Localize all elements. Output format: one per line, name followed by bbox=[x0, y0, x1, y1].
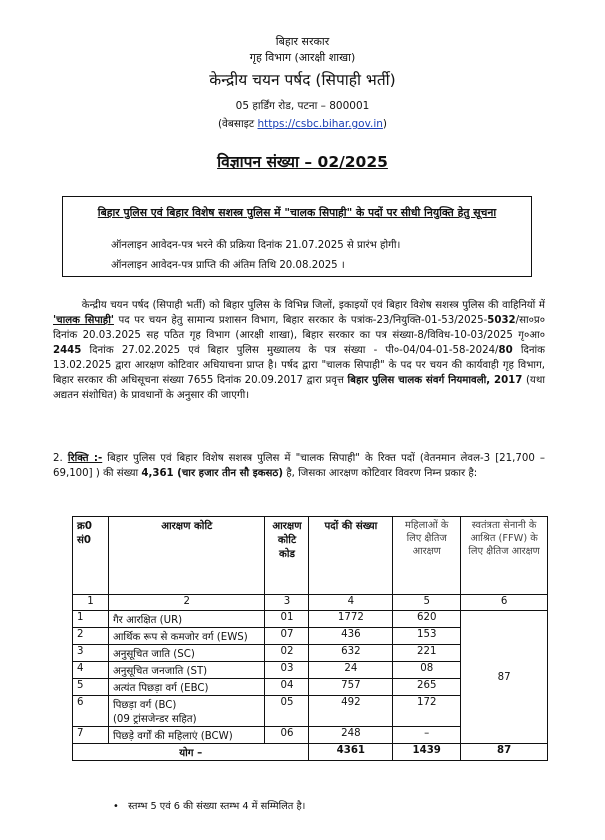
website-label: (वेबसाइट bbox=[217, 118, 255, 130]
row-women: 172 bbox=[393, 696, 461, 727]
header-category: आरक्षण कोटि bbox=[108, 517, 265, 595]
government-name: बिहार सरकार bbox=[275, 35, 330, 48]
total-ffw: 87 bbox=[461, 744, 548, 761]
col-num-6: 6 bbox=[461, 595, 548, 611]
row-women: 620 bbox=[393, 611, 461, 628]
row-serial: 2 bbox=[73, 628, 109, 645]
total-label: योग – bbox=[73, 744, 309, 761]
vacancy-paragraph: 2. रिक्ति :- बिहार पुलिस एवं बिहार विशेष सशस्त्र पुलिस में "चालक सिपाही" के रिक्त पदों (वेतनमान लेवल-3 [21,700 – 69,100] ) की संख्या 4,361 (चार हजार तीन सौ इकसठ) है, जिसका आरक्षण कोटिवार विवरण निम्न प्रकार है: bbox=[53, 453, 546, 479]
row-posts: 757 bbox=[309, 679, 393, 696]
table-footnote: • स्तम्भ 5 एवं 6 की संख्या स्तम्भ 4 में सम्मिलित है। bbox=[113, 801, 306, 812]
row-code: 01 bbox=[265, 611, 309, 628]
header-code: आरक्षण कोटि कोड bbox=[265, 517, 309, 595]
row-serial: 4 bbox=[73, 662, 109, 679]
table-row bbox=[73, 611, 548, 628]
row-serial: 7 bbox=[73, 727, 109, 744]
notice-box bbox=[62, 196, 532, 277]
office-address: 05 हार्डिंग रोड, पटना – 800001 bbox=[235, 100, 370, 112]
header-ffw: स्वतंत्रता सेनानी के आश्रित (FFW) के लिए क्षैतिज आरक्षण bbox=[461, 517, 548, 595]
col-num-2: 2 bbox=[108, 595, 265, 611]
total-row bbox=[73, 744, 548, 761]
header-posts: पदों की संख्या bbox=[309, 517, 393, 595]
row-women: – bbox=[393, 727, 461, 744]
row-serial: 6 bbox=[73, 696, 109, 727]
column-number-row bbox=[73, 595, 548, 611]
row-category: अत्यंत पिछड़ा वर्ग (EBC) bbox=[108, 679, 265, 696]
application-start-line: ऑनलाइन आवेदन-पत्र भरने की प्रक्रिया दिनांक 21.07.2025 से प्रारंभ होगी। bbox=[111, 240, 401, 251]
row-posts: 436 bbox=[309, 628, 393, 645]
row-posts: 1772 bbox=[309, 611, 393, 628]
notice-title: बिहार पुलिस एवं बिहार विशेष सशस्त्र पुलिस में "चालक सिपाही" के पदों पर सीधी नियुक्ति हेतु सूचना bbox=[97, 206, 497, 219]
row-serial: 3 bbox=[73, 645, 109, 662]
row-posts: 632 bbox=[309, 645, 393, 662]
row-category: अनुसूचित जनजाति (ST) bbox=[108, 662, 265, 679]
header-serial: क्र0 सं0 bbox=[73, 517, 109, 595]
row-code: 02 bbox=[265, 645, 309, 662]
advertisement-number: विज्ञापन संख्या – 02/2025 bbox=[217, 153, 388, 171]
row-code: 03 bbox=[265, 662, 309, 679]
website-close: ) bbox=[382, 118, 388, 130]
row-posts: 24 bbox=[309, 662, 393, 679]
row-serial: 1 bbox=[73, 611, 109, 628]
bullet-icon: • bbox=[113, 801, 119, 812]
row-category: पिछड़े वर्गों की महिलाएं (BCW) bbox=[108, 727, 265, 744]
header-women: महिलाओं के लिए क्षैतिज आरक्षण bbox=[393, 517, 461, 595]
website-line bbox=[0, 117, 605, 131]
board-title: केन्द्रीय चयन पर्षद (सिपाही भर्ती) bbox=[209, 71, 396, 89]
row-code: 05 bbox=[265, 696, 309, 727]
reservation-table bbox=[72, 516, 548, 761]
row-posts: 248 bbox=[309, 727, 393, 744]
col-num-1: 1 bbox=[73, 595, 109, 611]
row-category: आर्थिक रूप से कमजोर वर्ग (EWS) bbox=[108, 628, 265, 645]
total-posts: 4361 bbox=[309, 744, 393, 761]
row-women: 265 bbox=[393, 679, 461, 696]
col-num-4: 4 bbox=[309, 595, 393, 611]
row-women: 153 bbox=[393, 628, 461, 645]
department-name: गृह विभाग (आरक्षी शाखा) bbox=[249, 51, 356, 64]
row-category: गैर आरक्षित (UR) bbox=[108, 611, 265, 628]
row-category: पिछड़ा वर्ग (BC) (09 ट्रांसजेन्डर सहित) bbox=[108, 696, 265, 727]
table-header-row bbox=[73, 517, 548, 595]
row-women: 08 bbox=[393, 662, 461, 679]
row-code: 07 bbox=[265, 628, 309, 645]
row-posts: 492 bbox=[309, 696, 393, 727]
row-serial: 5 bbox=[73, 679, 109, 696]
row-category: अनुसूचित जाति (SC) bbox=[108, 645, 265, 662]
row-category-note: (09 ट्रांसजेन्डर सहित) bbox=[112, 714, 197, 725]
intro-paragraph: केन्द्रीय चयन पर्षद (सिपाही भर्ती) को बिहार पुलिस के विभिन्न जिलों, इकाइयों एवं बिहार विशेष सशस्त्र पुलिस की वाहिनियों में 'चालक सिपाही' पद पर चयन हेतु सामान्य प्रशासन विभाग, बिहार सरकार के पत्रांक-23/नियुक्ति-01-53/2025-5032/सा०प्र० दिनांक 20.03.2025 सह पठित गृह विभाग (आरक्षी शाखा), बिहार सरकार का पत्र संख्या-8/विविध-10-03/2025 गृ०आ० 2445 दिनांक 27.02.2025 एवं बिहार पुलिस मुख्यालय के पत्र संख्या - पी०-04/04-01-58-2024/80 दिनांक 13.02.2025 द्वारा आरक्षण कोटिवार अधियाचना प्राप्त है। पर्षद द्वारा "चालक सिपाही" के पद पर चयन की कार्यवाही गृह विभाग, बिहार सरकार की अधिसूचना संख्या 7655 दिनांक 20.09.2017 द्वारा प्रवृत्त बिहार पुलिस चालक संवर्ग नियमावली, 2017 (यथा अद्यतन संशोधित) के प्रावधानों के अनुसार की जाएगी। bbox=[53, 300, 546, 401]
total-women: 1439 bbox=[393, 744, 461, 761]
col-num-5: 5 bbox=[393, 595, 461, 611]
ffw-merged-cell: 87 bbox=[461, 611, 548, 744]
row-code: 06 bbox=[265, 727, 309, 744]
col-num-3: 3 bbox=[265, 595, 309, 611]
website-link[interactable]: https://csbc.bihar.gov.in bbox=[257, 118, 383, 130]
row-code: 04 bbox=[265, 679, 309, 696]
row-women: 221 bbox=[393, 645, 461, 662]
application-end-line: ऑनलाइन आवेदन-पत्र प्राप्ति की अंतिम तिथि 20.08.2025 । bbox=[111, 260, 345, 271]
